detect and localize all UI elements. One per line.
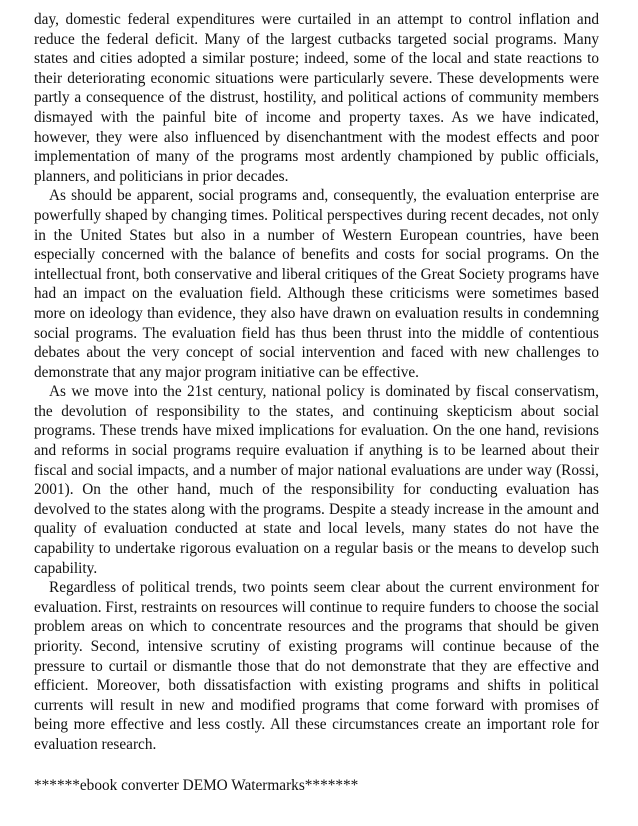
paragraph-1: day, domestic federal expenditures were curtailed in an attempt to control inflation and reduce the federal deficit. Many of the largest cutbacks targeted social programs. Many states and cities adopted a similar posture; indeed, some of the local and state reactions to their deteriorating economic situations were particularly severe. These developments were partly a consequence of the distrust, hostility, and political actions of community members dismayed with the painful bite of income and property taxes. As we have indicated, however, they were also influenced by disenchantment with the modest effects and poor implementation of many of the programs most ardently championed by public officials, planners, and politicians in prior decades. <box>34 11 599 185</box>
paragraph-2: As should be apparent, social programs and, consequently, the evaluation enterprise are powerfully shaped by changing times. Political perspectives during recent decades, not only in the United States but also in a number of Western European countries, have been especially concerned with the balance of benefits and costs for social programs. On the intellectual front, both conservative and liberal critiques of the Great Society programs have had an impact on the evaluation field. Although these criticisms were sometimes based more on ideology than evidence, they also have drawn on evaluation results in condemning social programs. The evaluation field has thus been thrust into the middle of contentious debates about the very concept of social intervention and faced with new challenges to demonstrate that any major program initiative can be effective. <box>34 187 599 381</box>
paragraph-3: As we move into the 21st century, national policy is dominated by fiscal conservatism, the devolution of responsibility to the states, and continuing skepticism about social programs. These trends have mixed implications for evaluation. On the one hand, revisions and reforms in social programs require evaluation if anything is to be learned about their fiscal and social impacts, and a number of major national evaluations are under way (Rossi, 2001). On the other hand, much of the responsibility for conducting evaluation has devolved to the states along with the programs. Despite a steady increase in the amount and quality of evaluation conducted at state and local levels, many states do not have the capability to undertake rigorous evaluation on a regular basis or the means to develop such capability. <box>34 383 599 577</box>
watermark-footer: ******ebook converter DEMO Watermarks******* <box>34 777 359 794</box>
document-body <box>34 10 599 755</box>
paragraph-4: Regardless of political trends, two points seem clear about the current environment for evaluation. First, restraints on resources will continue to require funders to choose the social problem areas on which to concentrate resources and the programs that should be given priority. Second, intensive scrutiny of existing programs will continue because of the pressure to curtail or dismantle those that do not demonstrate that they are effective and efficient. Moreover, both dissatisfaction with existing programs and shifts in political currents will result in new and modified programs that come forward with promises of being more effective and less costly. All these circumstances create an important role for evaluation research. <box>34 579 599 753</box>
